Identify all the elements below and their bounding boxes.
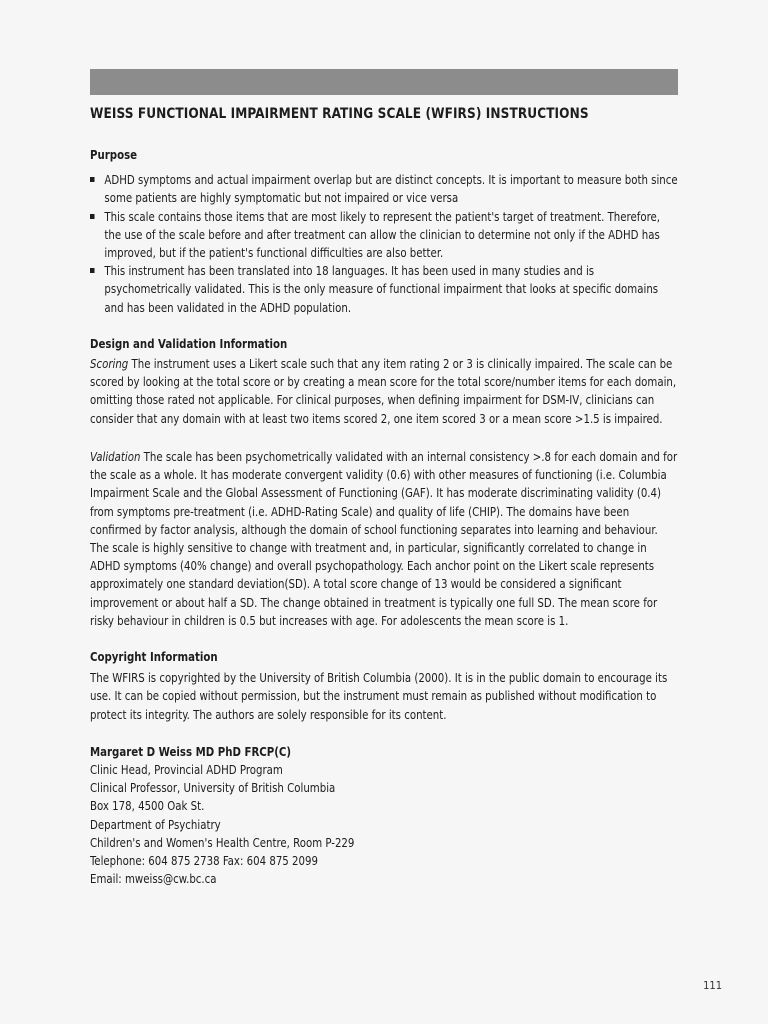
purpose-list <box>90 171 678 317</box>
validation-text: The scale has been psychometrically validated with an internal consistency >.8 for each domain and for the scale as a whole. It has moderate convergent validity (0.6) with other measures of functioning (i.e. Columbia Impairment Scale and the Global Assessment of Functioning (GAF). It has moderate discriminating validity (0.4) from symptoms pre-treatment (i.e. ADHD-Rating Scale) and quality of life (CHIP). The domains have been confirmed by factor analysis, although the domain of school functioning separates into learning and behaviour. The scale is highly sensitive to change with treatment and, in particular, significantly correlated to change in ADHD symptoms (40% change) and overall psychopathology. Each anchor point on the Likert scale represents approximately one standard deviation(SD). A total score change of 13 would be considered a significant improvement or about half a SD. The change obtained in treatment is typically one full SD. The mean score for risky behaviour in children is 0.5 but increases with age. For adolescents the mean score is 1. <box>90 449 678 628</box>
author-name: Margaret D Weiss MD PhD FRCP(C) <box>90 743 292 759</box>
author-address: Box 178, 4500 Oak St. <box>90 798 205 814</box>
list-item-text: ADHD symptoms and actual impairment overlap but are distinct concepts. It is important to measure both since some patients are highly symptomatic but not impaired or vice versa <box>104 172 678 206</box>
author-email: Email: mweiss@cw.bc.ca <box>90 871 217 887</box>
list-item-text: This scale contains those items that are most likely to represent the patient's target of treatment. Therefore, the use of the scale before and after treatment can allow the clinician to determine not only if the ADHD has improved, but if the patient's functional difficulties are also better. <box>104 208 661 261</box>
purpose-heading: Purpose <box>90 147 138 162</box>
author-phone-fax: Telephone: 604 875 2738 Fax: 604 875 2099 <box>90 853 318 869</box>
list-item-text: This instrument has been translated into 18 languages. It has been used in many studies and is psychometrically validated. This is the only measure of functional impairment that looks at specific domains and has been validated in the ADHD population. <box>104 263 659 315</box>
square-bullet-icon <box>90 177 95 182</box>
list-item <box>90 208 678 263</box>
author-title: Clinic Head, Provincial ADHD Program <box>90 762 283 778</box>
square-bullet-icon <box>90 268 95 273</box>
validation-label: Validation <box>90 449 141 465</box>
validation-paragraph <box>90 448 678 630</box>
copyright-section <box>90 648 678 724</box>
header-bar <box>90 69 678 95</box>
copyright-text: The WFIRS is copyrighted by the University of British Columbia (2000). It is in the public domain to encourage its use. It can be copied without permission, but the instrument must remain as published without modification to protect its integrity. The authors are solely responsible for its content. <box>90 670 668 722</box>
document-body <box>90 146 678 889</box>
author-department: Department of Psychiatry <box>90 816 221 832</box>
scoring-label: Scoring <box>90 356 129 372</box>
purpose-section <box>90 146 678 317</box>
author-centre: Children's and Women's Health Centre, Room P-229 <box>90 834 355 850</box>
page-title: WEISS FUNCTIONAL IMPAIRMENT RATING SCALE (WFIRS) INSTRUCTIONS <box>90 106 589 122</box>
design-section <box>90 335 678 630</box>
list-item <box>90 262 678 317</box>
copyright-heading: Copyright Information <box>90 649 218 665</box>
page-number: 111 <box>703 979 722 992</box>
author-section <box>90 743 678 889</box>
author-affiliation: Clinical Professor, University of British Columbia <box>90 780 336 796</box>
list-item <box>90 171 678 207</box>
square-bullet-icon <box>90 214 95 219</box>
scoring-text: The instrument uses a Likert scale such that any item rating 2 or 3 is clinically impaired. The scale can be scored by looking at the total score or by creating a mean score for the total score/number items for each domain, omitting those rated not applicable. For clinical purposes, when defining impairment for DSM-IV, clinicians can consider that any domain with at least two items scored 2, one item scored 3 or a mean score >1.5 is impaired. <box>90 356 677 426</box>
scoring-paragraph <box>90 355 678 428</box>
design-heading: Design and Validation Information <box>90 335 288 351</box>
document-page <box>90 69 678 889</box>
